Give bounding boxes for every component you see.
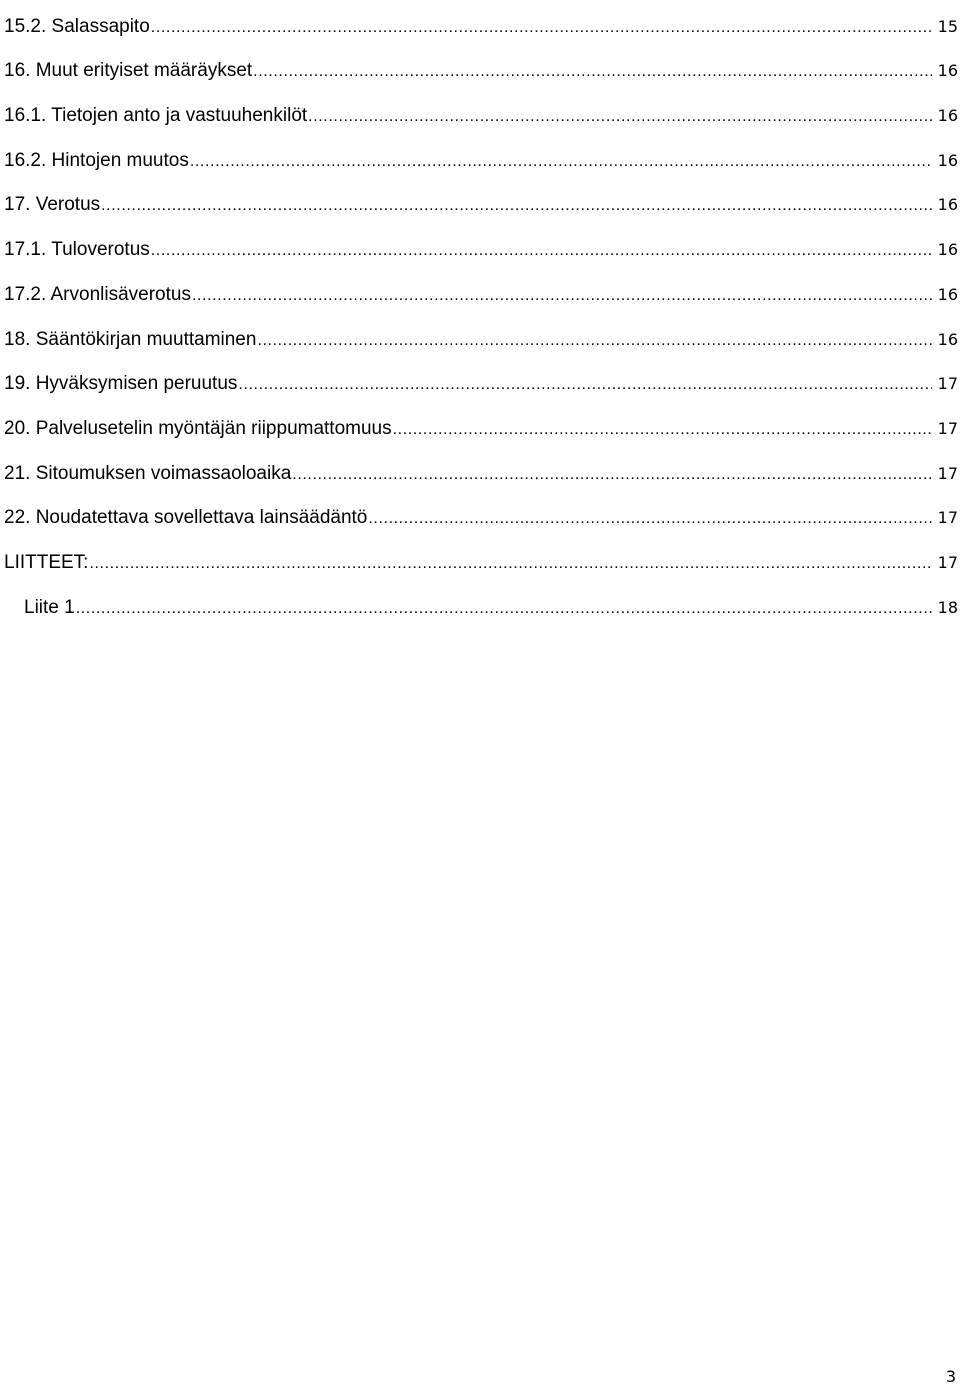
toc-entry-title: Liite 1 bbox=[24, 596, 75, 618]
toc-page-number: 16 bbox=[932, 150, 958, 172]
toc-entry-title: Sääntökirjan muuttaminen bbox=[35, 328, 257, 350]
toc-page-number: 17 bbox=[932, 463, 958, 485]
toc-dot-leader bbox=[101, 194, 932, 216]
toc-dot-leader bbox=[238, 373, 931, 395]
toc-entry-title: Sitoumuksen voimassaoloaika bbox=[35, 462, 292, 484]
toc-entry-title: Hyväksymisen peruutus bbox=[35, 373, 238, 395]
toc-entry[interactable] bbox=[4, 358, 958, 403]
toc-entry-number: 17.2. bbox=[4, 283, 47, 305]
toc-entry[interactable] bbox=[4, 0, 958, 45]
toc-page-number: 17 bbox=[932, 418, 958, 440]
toc-dot-leader bbox=[292, 463, 931, 485]
toc-page-number: 16 bbox=[932, 194, 958, 216]
toc-entry-title: Verotus bbox=[35, 194, 101, 216]
toc-entry-text bbox=[4, 329, 257, 351]
toc-entry-title: Salassapito bbox=[51, 15, 150, 37]
toc-entry-text bbox=[4, 105, 308, 127]
toc-page-number: 16 bbox=[932, 60, 958, 82]
toc-entry-text bbox=[4, 507, 368, 529]
toc-entry-title: Hintojen muutos bbox=[51, 149, 189, 171]
toc-entry[interactable] bbox=[4, 536, 958, 581]
toc-page-number: 16 bbox=[932, 239, 958, 261]
toc-entry-number: 16.1. bbox=[4, 105, 47, 127]
toc-entry-title: Arvonlisäverotus bbox=[50, 283, 191, 305]
toc-entry[interactable] bbox=[4, 179, 958, 224]
toc-entry-text bbox=[24, 597, 76, 619]
toc-entry-text bbox=[4, 373, 238, 395]
toc-entry-text bbox=[4, 16, 151, 38]
toc-entry-number: 21. bbox=[4, 462, 31, 484]
toc-entry-title: Tuloverotus bbox=[51, 239, 150, 261]
toc-entry-text bbox=[4, 239, 151, 261]
toc-entry-text bbox=[4, 463, 292, 485]
toc-entry-text bbox=[4, 60, 253, 82]
toc-entry-title: LIITTEET: bbox=[4, 551, 89, 573]
toc-entry-number: 16.2. bbox=[4, 149, 47, 171]
toc-entry[interactable] bbox=[4, 313, 958, 358]
toc-entry-text bbox=[4, 150, 190, 172]
toc-entry-number: 17. bbox=[4, 194, 31, 216]
toc-entry-title: Muut erityiset määräykset bbox=[35, 60, 253, 82]
toc-entry-number: 15.2. bbox=[4, 15, 47, 37]
toc-page-number: 17 bbox=[932, 552, 958, 574]
toc-entry-title: Palvelusetelin myöntäjän riippumattomuus bbox=[35, 417, 392, 439]
toc-entry-number: 20. bbox=[4, 417, 31, 439]
toc-dot-leader bbox=[190, 150, 932, 172]
table-of-contents bbox=[4, 0, 958, 626]
page-number: 3 bbox=[945, 1367, 956, 1386]
toc-entry[interactable] bbox=[4, 134, 958, 179]
toc-entry[interactable] bbox=[4, 223, 958, 268]
toc-page-number: 18 bbox=[932, 597, 958, 619]
toc-page-number: 15 bbox=[932, 16, 958, 38]
toc-page-number: 16 bbox=[932, 329, 958, 351]
toc-entry[interactable] bbox=[4, 581, 958, 626]
toc-page-number: 16 bbox=[932, 284, 958, 306]
toc-dot-leader bbox=[151, 16, 932, 38]
toc-entry[interactable] bbox=[4, 268, 958, 313]
toc-entry-number: 18. bbox=[4, 328, 31, 350]
toc-entry-number: 19. bbox=[4, 373, 31, 395]
toc-dot-leader bbox=[393, 418, 932, 440]
toc-dot-leader bbox=[151, 239, 932, 261]
toc-entry-title: Noudatettava sovellettava lainsäädäntö bbox=[35, 507, 368, 529]
toc-entry-title: Tietojen anto ja vastuuhenkilöt bbox=[51, 105, 308, 127]
toc-dot-leader bbox=[253, 60, 931, 82]
toc-entry-text bbox=[4, 284, 192, 306]
toc-page-number: 17 bbox=[932, 507, 958, 529]
toc-entry-text bbox=[4, 194, 101, 216]
toc-entry[interactable] bbox=[4, 447, 958, 492]
toc-entry-number: 17.1. bbox=[4, 239, 47, 261]
toc-page-number: 16 bbox=[932, 105, 958, 127]
toc-entry[interactable] bbox=[4, 89, 958, 134]
toc-dot-leader bbox=[368, 507, 931, 529]
toc-dot-leader bbox=[192, 284, 932, 306]
toc-entry-number: 22. bbox=[4, 507, 31, 529]
toc-entry[interactable] bbox=[4, 402, 958, 447]
toc-page-number: 17 bbox=[932, 373, 958, 395]
toc-entry-number: 16. bbox=[4, 60, 31, 82]
toc-entry-text bbox=[4, 552, 89, 574]
toc-dot-leader bbox=[89, 552, 931, 574]
toc-entry-text bbox=[4, 418, 393, 440]
toc-entry[interactable] bbox=[4, 45, 958, 90]
toc-entry[interactable] bbox=[4, 492, 958, 537]
toc-dot-leader bbox=[257, 329, 931, 351]
toc-dot-leader bbox=[76, 597, 932, 619]
toc-dot-leader bbox=[308, 105, 931, 127]
